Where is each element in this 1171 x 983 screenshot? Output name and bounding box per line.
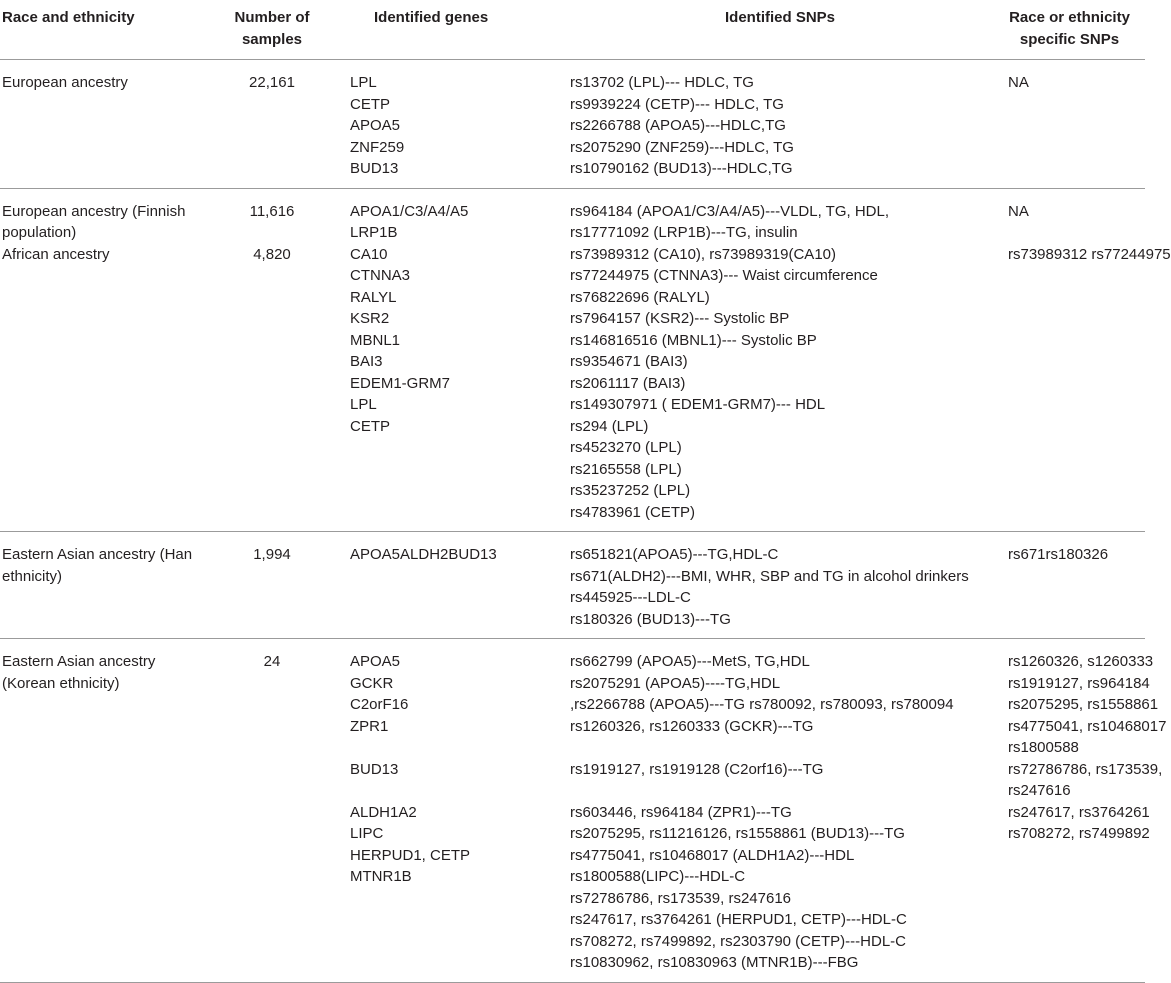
genes-cell: APOA1/C3/A4/A5 LRP1B CA10 CTNNA3 RALYL KSR2 MBNL1 BAI3 EDEM1-GRM7 LPL CETP	[350, 202, 469, 435]
snps-cell: rs662799 (APOA5)---MetS, TG,HDL rs2075291 (APOA5)----TG,HDL ,rs2266788 (APOA5)---TG rs780092, rs780093, rs780094 rs1260326, rs1260333 (GCKR)---TG rs1919127, rs1919128 (C2orf16)---TG rs603446, rs964184 (ZPR1)---TG rs2075295, rs11216126, rs1558861 (BUD13)---TG rs4775041, rs10468017 (ALDH1A2)---HDL rs1800588(LIPC)---HDL-C rs72786786, rs173539, rs247616 rs247617, rs3764261 (HERPUD1, CETP)---HDL-C rs708272, rs7499892, rs2303790 (CETP)---HDL-C rs10830962, rs10830963 (MTNR1B)---FBG	[570, 653, 954, 971]
snps-cell: rs964184 (APOA1/C3/A4/A5)---VLDL, TG, HDL, rs17771092 (LRP1B)---TG, insulin rs73989312 (CA10), rs73989319(CA10) rs77244975 (CTNNA3)--- Waist circumference rs76822696 (RALYL) rs7964157 (KSR2)--- Systolic BP rs146816516 (MBNL1)--- Systolic BP rs9354671 (BAI3) rs2061117 (BAI3) rs149307971 ( EDEM1-GRM7)--- HDL rs294 (LPL) rs4523270 (LPL) rs2165558 (LPL) rs35237252 (LPL) rs4783961 (CETP)	[570, 202, 890, 521]
samples-cell: 24	[263, 653, 281, 670]
header-genes: Identified genes	[374, 9, 489, 26]
specific-cell: rs671rs180326	[1008, 546, 1109, 563]
table-row	[0, 188, 1145, 532]
header-samples: Number of samples	[234, 9, 310, 48]
specific-cell: NA	[1008, 74, 1029, 91]
table-row	[0, 639, 1145, 983]
race-cell: European ancestry (Finnish population) African ancestry	[2, 202, 186, 263]
race-cell: Eastern Asian ancestry (Han ethnicity)	[2, 546, 193, 585]
genes-cell: LPL CETP APOA5 ZNF259 BUD13	[350, 74, 405, 177]
specific-cell: rs1260326, s1260333 rs1919127, rs964184 rs2075295, rs1558861 rs4775041, rs10468017 rs1800588 rs72786786, rs173539, rs247616 rs247617, rs3764261 rs708272, rs7499892	[1008, 653, 1167, 842]
samples-cell: 22,161	[249, 74, 295, 91]
specific-cell: NA rs73989312 rs77244975	[1008, 202, 1171, 263]
table-row	[0, 532, 1145, 639]
header-specific: Race or ethnicity specific SNPs	[1009, 9, 1130, 48]
snps-cell: rs13702 (LPL)--- HDLC, TG rs9939224 (CETP)--- HDLC, TG rs2266788 (APOA5)---HDLC,TG rs2075290 (ZNF259)---HDLC, TG rs10790162 (BUD13)---HDLC,TG	[570, 74, 794, 177]
race-cell: Eastern Asian ancestry (Korean ethnicity)	[2, 653, 156, 692]
header-snps: Identified SNPs	[724, 9, 836, 26]
header-race: Race and ethnicity	[2, 9, 135, 26]
snps-cell: rs651821(APOA5)---TG,HDL-C rs671(ALDH2)---BMI, WHR, SBP and TG in alcohol drinkers rs445925---LDL-C rs180326 (BUD13)---TG	[570, 546, 969, 628]
samples-cell: 11,616 4,820	[249, 202, 295, 263]
genes-cell: APOA5ALDH2BUD13	[350, 546, 497, 563]
genes-cell: APOA5 GCKR C2orF16 ZPR1 BUD13 ALDH1A2 LIPC HERPUD1, CETP MTNR1B	[350, 653, 471, 885]
samples-cell: 1,994	[253, 546, 291, 563]
table-header-row	[0, 0, 1145, 60]
race-cell: European ancestry	[2, 74, 128, 91]
table-row	[0, 60, 1145, 189]
